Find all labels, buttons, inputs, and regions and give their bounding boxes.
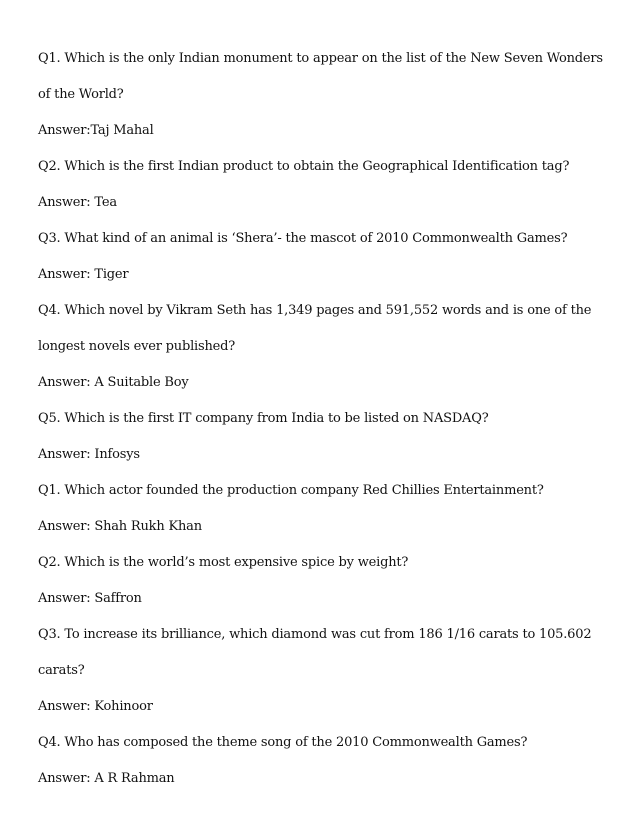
- question-7: Q2. Which is the world’s most expensive spice by weight?: [38, 555, 409, 570]
- answer-8: Answer: Kohinoor: [38, 699, 153, 714]
- question-1-line-1: Q1. Which is the only Indian monument to appear on the list of the New Seven Wonders: [38, 51, 603, 66]
- question-9: Q4. Who has composed the theme song of the 2010 Commonwealth Games?: [38, 735, 528, 750]
- answer-5: Answer: Infosys: [38, 447, 140, 462]
- answer-4: Answer: A Suitable Boy: [38, 375, 189, 390]
- question-4-line-1: Q4. Which novel by Vikram Seth has 1,349 pages and 591,552 words and is one of the: [38, 303, 592, 318]
- answer-1: Answer:Taj Mahal: [38, 123, 154, 138]
- answer-7: Answer: Saffron: [38, 591, 142, 606]
- answer-2: Answer: Tea: [38, 195, 117, 210]
- answer-6: Answer: Shah Rukh Khan: [38, 519, 202, 534]
- question-5: Q5. Which is the first IT company from India to be listed on NASDAQ?: [38, 411, 489, 426]
- question-3: Q3. What kind of an animal is ‘Shera’- the mascot of 2010 Commonwealth Games?: [38, 231, 568, 246]
- answer-3: Answer: Tiger: [38, 267, 129, 282]
- question-8-line-1: Q3. To increase its brilliance, which diamond was cut from 186 1/16 carats to 105.602: [38, 627, 592, 642]
- question-2: Q2. Which is the first Indian product to obtain the Geographical Identification tag?: [38, 159, 570, 174]
- question-6: Q1. Which actor founded the production company Red Chillies Entertainment?: [38, 483, 544, 498]
- question-8-line-2: carats?: [38, 663, 85, 678]
- question-1-line-2: of the World?: [38, 87, 124, 102]
- answer-9: Answer: A R Rahman: [38, 771, 175, 786]
- question-4-line-2: longest novels ever published?: [38, 339, 236, 354]
